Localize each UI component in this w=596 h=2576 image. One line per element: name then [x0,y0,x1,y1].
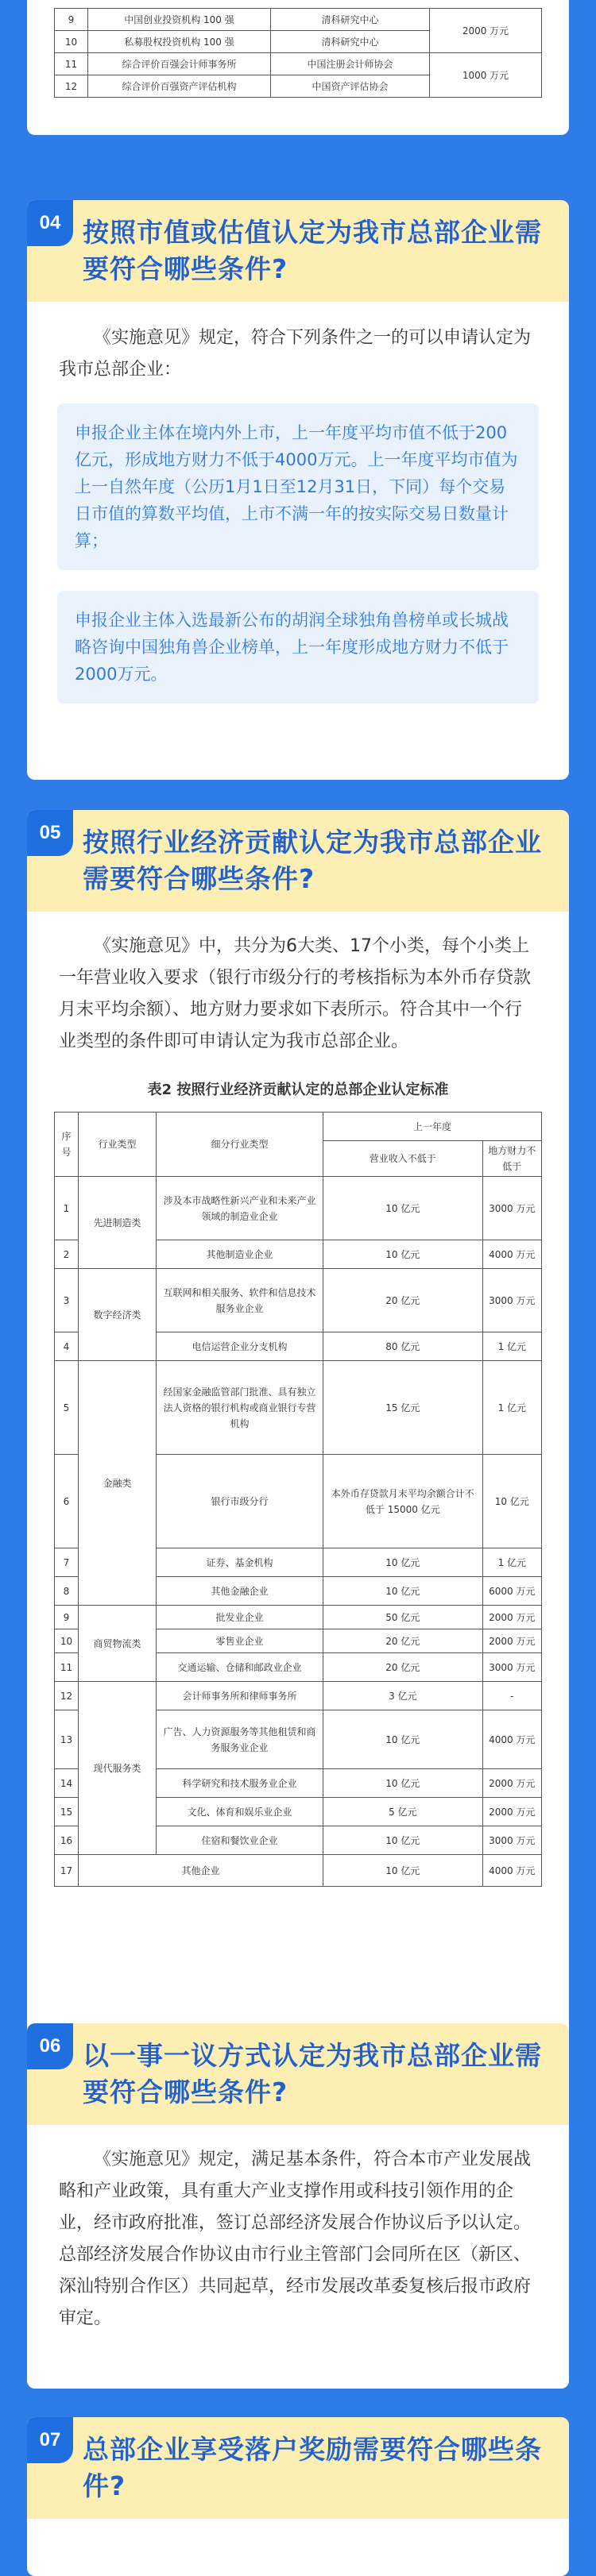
table-row: 1 先进制造类 涉及本市战略性新兴产业和未来产业领域的制造业企业 10 亿元 3000 万元 [55,1177,542,1240]
table-row: 6 银行市级分行 本外币存贷款月末平均余额合计不低于 15000 亿元 10 亿元 [55,1455,542,1548]
section-06-card [27,2023,569,2389]
section-number: 04 [27,200,73,246]
section-title: 按照市值或估值认定为我市总部企业需要符合哪些条件? [83,217,542,284]
condition-box-2: 申报企业主体入选最新公布的胡润全球独角兽榜单或长城战略咨询中国独角兽企业榜单，上一年度形成地方财力不低于2000万元。 [57,591,539,704]
table-header-row: 营业收入不低于 地方财力不低于 [55,1141,542,1177]
table-row: 5 金融类 经国家金融监管部门批准、具有独立法人资格的银行机构或商业银行专营机构 15 亿元 1 亿元 [55,1361,542,1455]
table-row: 11 交通运输、仓储和邮政业企业 20 亿元 3000 万元 [55,1653,542,1682]
table-row: 10 零售业企业 20 亿元 2000 万元 [55,1629,542,1653]
section-intro: 《实施意见》中，共分为6大类、17个小类，每个小类上一年营业收入要求（银行市级分行的考核指标为本外币存贷款月末平均余额）、地方财力要求如下表所示。符合其中一个行业类型的条件即可申请认定为我市总部企业。 [59,936,532,1051]
table-row: 17 其他企业 10 亿元 4000 万元 [55,1855,542,1887]
section-number: 06 [27,2023,73,2069]
section-07-header [27,2417,569,2519]
table-row: 11 综合评价百强会计师事务所 中国注册会计师协会 1000 万元 [55,53,542,75]
table-row: 4 电信运营企业分支机构 80 亿元 1 亿元 [55,1332,542,1361]
section-number: 05 [27,810,73,856]
table-header-row: 序号 行业类型 细分行业类型 上一年度 [55,1113,542,1141]
section-04-card [27,200,569,780]
condition-box-1: 申报企业主体在境内外上市，上一年度平均市值不低于200亿元，形成地方财力不低于4000万元。上一年度平均市值为上一自然年度（公历1月1日至12月31日，下同）每个交易日市值的算数平均值，上市不满一年的按实际交易日数量计算； [57,403,539,570]
standards-table [54,1112,542,1887]
table-row: 9 中国创业投资机构 100 强 清科研究中心 2000 万元 [55,9,542,31]
section-07-card [27,2417,569,2576]
top-table-card [27,0,569,135]
section-05-card [27,810,569,2045]
section-title: 按照行业经济贡献认定为我市总部企业需要符合哪些条件? [83,827,542,894]
section-intro: 《实施意见》规定，符合下列条件之一的可以申请认定为我市总部企业： [59,328,532,380]
section-06-header [27,2023,569,2125]
section-title: 总部企业享受落户奖励需要符合哪些条件? [83,2434,542,2501]
table-row: 12 综合评价百强资产评估机构 中国资产评估协会 [55,75,542,98]
table-row: 13 广告、人力资源服务等其他租赁和商务服务业企业 10 亿元 4000 万元 [55,1710,542,1769]
section-body: 《实施意见》规定，满足基本条件，符合本市产业发展战略和产业政策，具有重大产业支撑作用或科技引领作用的企业，经市政府批准，签订总部经济发展合作协议后予以认定。总部经济发展合作协议由市行业主管部门会同所在区（新区、深汕特别合作区）共同起草，经市发展改革委复核后报市政府审定。 [59,2150,532,2328]
table-row: 8 其他金融企业 10 亿元 6000 万元 [55,1577,542,1606]
table-row: 14 科学研究和技术服务业企业 10 亿元 2000 万元 [55,1769,542,1798]
table-row: 3 数字经济类 互联网和相关服务、软件和信息技术服务业企业 20 亿元 3000 万元 [55,1269,542,1332]
table-row: 10 私募股权投资机构 100 强 清科研究中心 [55,31,542,53]
table-row: 15 文化、体育和娱乐业企业 5 亿元 2000 万元 [55,1798,542,1826]
table-row: 9 商贸物流类 批发业企业 50 亿元 2000 万元 [55,1606,542,1629]
table-title: 表2 按照行业经济贡献认定的总部企业认定标准 [147,1082,449,1098]
top-table [54,8,542,98]
section-number: 07 [27,2417,73,2463]
table-row: 16 住宿和餐饮业企业 10 亿元 3000 万元 [55,1826,542,1855]
table-row: 7 证券、基金机构 10 亿元 1 亿元 [55,1548,542,1577]
section-04-header [27,200,569,302]
table-row: 12 现代服务类 会计师事务所和律师事务所 3 亿元 - [55,1682,542,1710]
section-05-header [27,810,569,912]
section-title: 以一事一议方式认定为我市总部企业需要符合哪些条件? [83,2040,542,2107]
table-row: 2 其他制造业企业 10 亿元 4000 万元 [55,1240,542,1269]
